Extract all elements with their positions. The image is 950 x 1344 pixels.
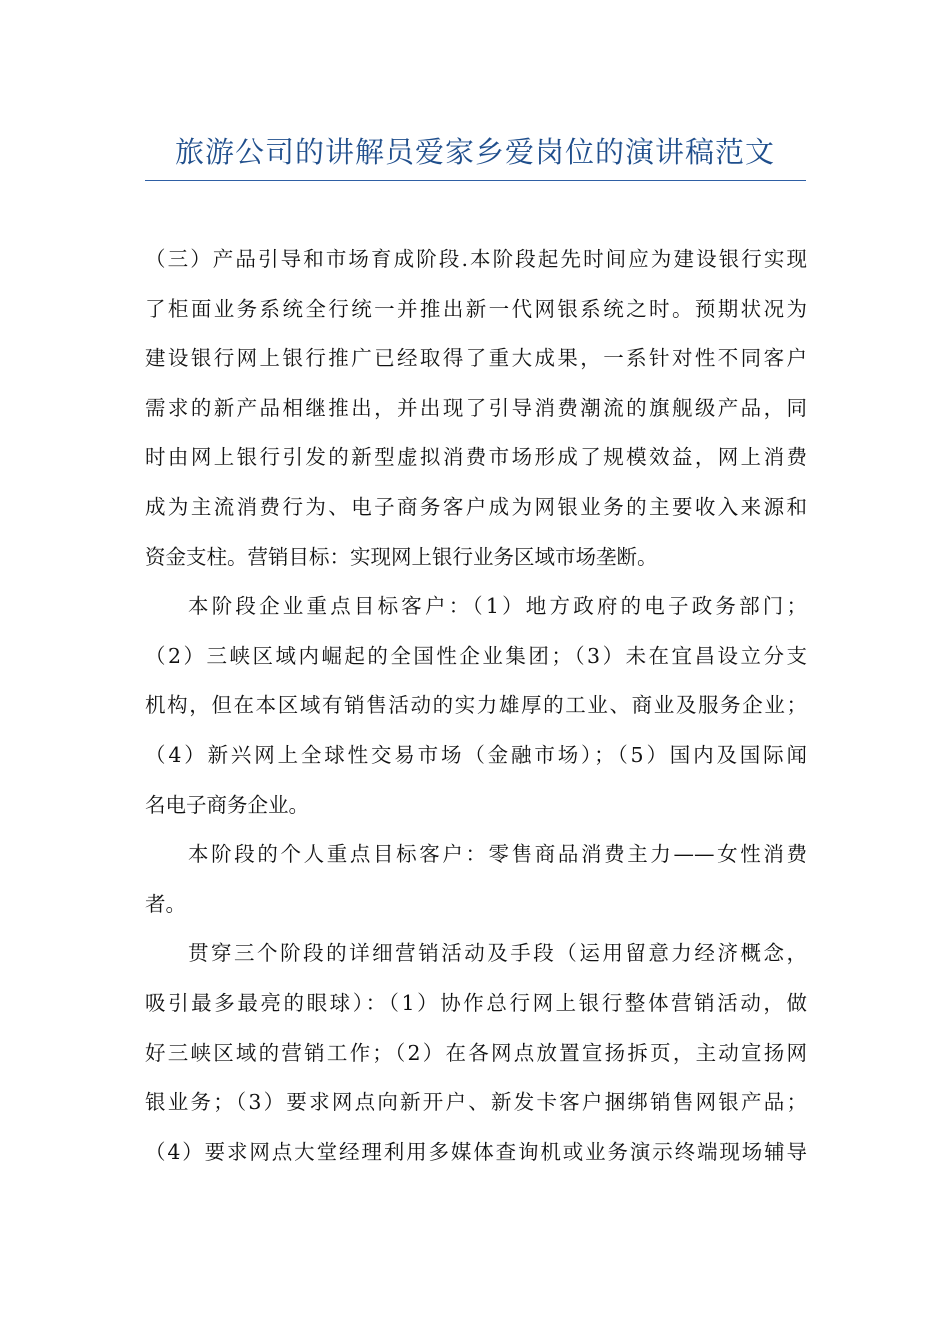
- document-title: 旅游公司的讲解员爱家乡爱岗位的演讲稿范文: [174, 135, 775, 169]
- title-underline: [145, 180, 806, 181]
- body-line: （4）新兴网上全球性交易市场（金融市场）；（5）国内及国际闻: [145, 742, 807, 767]
- body-line: 建设银行网上银行推广已经取得了重大成果，一系针对性不同客户: [145, 346, 807, 371]
- body-line: 者。: [145, 891, 186, 916]
- body-line: 本阶段的个人重点目标客户：零售商品消费主力——女性消费: [188, 842, 807, 867]
- document-body: [145, 235, 807, 1177]
- body-line: 需求的新产品相继推出，并出现了引导消费潮流的旗舰级产品，同: [145, 395, 807, 420]
- body-line: 了柜面业务系统全行统一并推出新一代网银系统之时。预期状况为: [145, 296, 807, 321]
- body-line: 吸引最多最亮的眼球）：（1）协作总行网上银行整体营销活动，做: [145, 990, 807, 1015]
- body-line: （2）三峡区域内崛起的全国性企业集团；（3）未在宜昌设立分支: [145, 643, 807, 668]
- body-line: （4）要求网点大堂经理利用多媒体查询机或业务演示终端现场辅导: [145, 1139, 807, 1164]
- body-line: （三）产品引导和市场育成阶段.本阶段起先时间应为建设银行实现: [145, 247, 807, 271]
- body-line: 名电子商务企业。: [145, 792, 309, 817]
- body-line: 机构，但在本区域有销售活动的实力雄厚的工业、商业及服务企业；: [145, 693, 807, 718]
- body-line: 本阶段企业重点目标客户：（1）地方政府的电子政务部门；: [188, 594, 807, 619]
- body-line: 贯穿三个阶段的详细营销活动及手段（运用留意力经济概念，: [188, 941, 807, 966]
- body-line: 银业务；（3）要求网点向新开户、新发卡客户捆绑销售网银产品；: [145, 1090, 807, 1115]
- body-line: 好三峡区域的营销工作；（2）在各网点放置宣扬拆页，主动宣扬网: [145, 1040, 807, 1065]
- body-line: 时由网上银行引发的新型虚拟消费市场形成了规模效益，网上消费: [145, 445, 807, 470]
- body-line: 资金支柱。营销目标：实现网上银行业务区域市场垄断。: [145, 544, 658, 569]
- body-line: 成为主流消费行为、电子商务客户成为网银业务的主要收入来源和: [145, 494, 807, 519]
